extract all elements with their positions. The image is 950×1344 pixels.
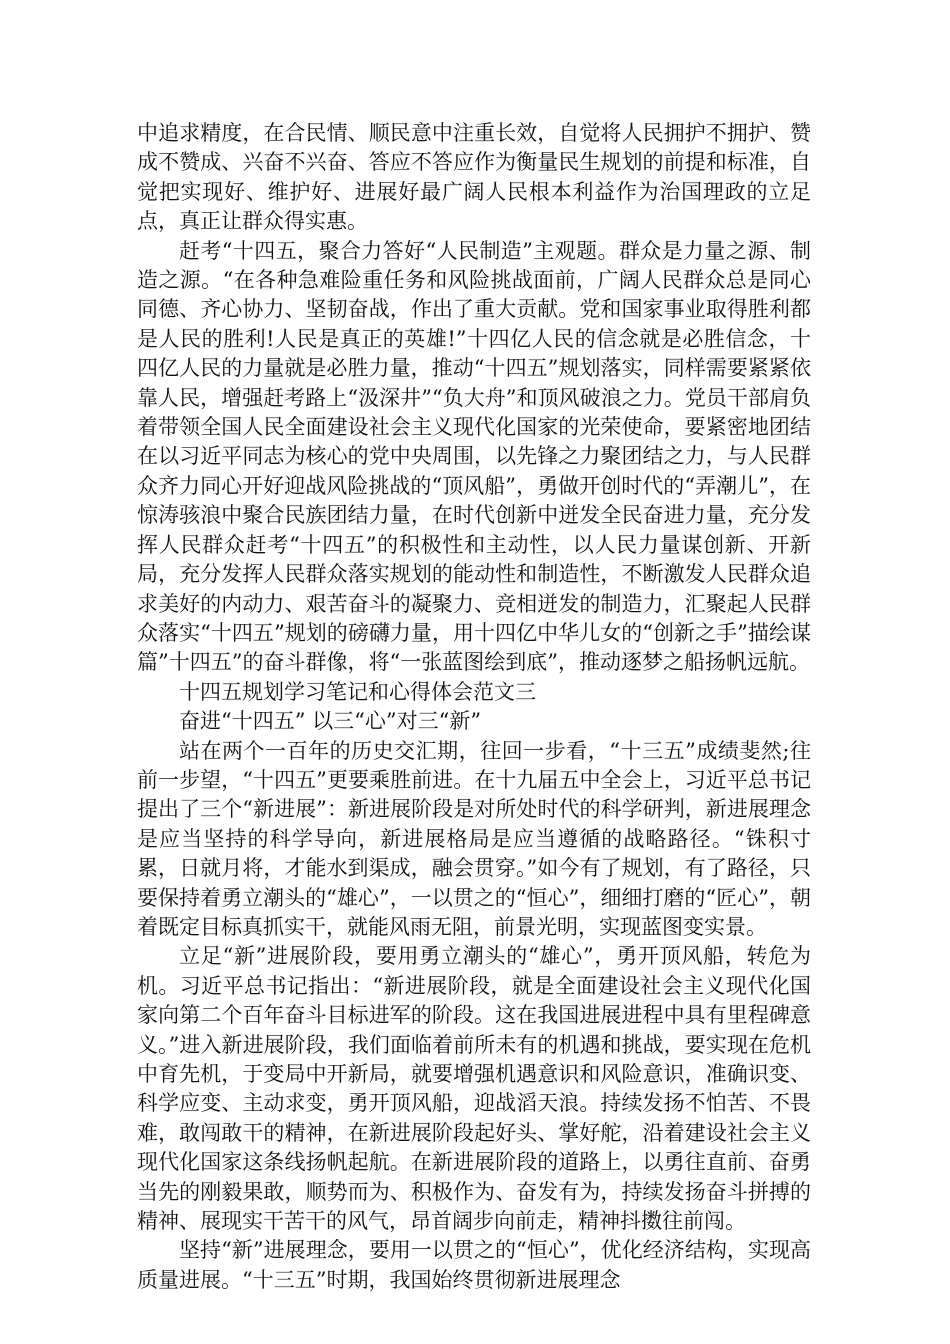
section-title: 十四五规划学习笔记和心得体会范文三: [179, 679, 536, 704]
paragraph-people-creation: 赶考“十四五，聚合力答好“人民制造”主观题。群众是力量之源、制造之源。“在各种急难险重任务和风险挑战面前，广阔人民群众总是同心同德、齐心协力、坚韧奋战，作出了重大贡献。党和国家事业取得胜利都是人民的胜利!人民是真正的英雄!”十四亿人民的信念就是必胜信念，十四亿人民的力量就是必胜力量，推动“十四五”规划落实，同样需要紧紧依靠人民，增强赶考路上“汲深井”“负大舟”和顶风破浪之力。党员干部肩负着带领全国人民全面建设社会主义现代化国家的光荣使命，要紧密地团结在以习近平同志为核心的党中央周围，以先锋之力聚团结之力，与人民群众齐力同心开好迎战风险挑战的“顶风船”，勇做开创时代的“弄潮儿”，在惊涛骇浪中聚合民族团结力量，在时代创新中迸发全民奋进力量，充分发挥人民群众赶考“十四五”的积极性和主动性，以人民力量谋创新、开新局，充分发挥人民群众落实规划的能动性和制造性，不断激发人民群众追求美好的内动力、艰苦奋斗的凝聚力、竞相迸发的制造力，汇聚起人民群众落实“十四五”规划的磅礴力量，用十四亿中华儿女的“创新之手”描绘谋篇”十四五”的奋斗群像，将“一张蓝图绘到底”，推动逐梦之船扬帆远航。: [137, 238, 811, 675]
document-page: [137, 119, 811, 1295]
paragraph-intro: 站在两个一百年的历史交汇期，往回一步看，“十三五”成绩斐然;往前一步望，“十四五”更要乘胜前进。在十九届五中全会上，习近平总书记提出了三个“新进展”：新进展阶段是对所处时代的科学研判，新进展理念是应当坚持的科学导向，新进展格局是应当遵循的战略路径。“铢积寸累，日就月将，才能水到渠成，融会贯穿。”如今有了规划，有了路径，只要保持着勇立潮头的“雄心”，一以贯之的“恒心”，细细打磨的“匠心”，朝着既定目标真抓实干，就能风雨无阻，前景光明，实现蓝图变实景。: [137, 738, 811, 939]
paragraph-new-stage: 立足“新”进展阶段，要用勇立潮头的“雄心”，勇开顶风船，转危为机。习近平总书记指出：“新进展阶段，就是全面建设社会主义现代化国家向第二个百年奋斗目标进军的阶段。这在我国进展进程中具有里程碑意义。”进入新进展阶段，我们面临着前所未有的机遇和挑战，要实现在危机中育先机，于变局中开新局，就要增强机遇意识和风险意识，准确识变、科学应变、主动求变，勇开顶风船，迎战滔天浪。持续发扬不怕苦、不畏难，敢闯敢干的精神，在新进展阶段起好头、掌好舵，沿着建设社会主义现代化国家这条线扬帆起航。在新进展阶段的道路上，以勇往直前、奋勇当先的刚毅果敢，顺势而为、积极作为、奋发有为，持续发扬奋斗拼搏的精神、展现实干苦干的风气，昂首阔步向前走，精神抖擞往前闯。: [137, 944, 811, 1234]
paragraph-new-concept: 坚持“新”进展理念，要用一以贯之的“恒心”，优化经济结构，实现高质量进展。“十三五”时期，我国始终贯彻新进展理念: [137, 1238, 811, 1292]
paragraph-continuation: 中追求精度，在合民情、顺民意中注重长效，自觉将人民拥护不拥护、赞成不赞成、兴奋不兴奋、答应不答应作为衡量民生规划的前提和标准，自觉把实现好、维护好、进展好最广阔人民根本利益作为治国理政的立足点，真正让群众得实惠。: [137, 121, 811, 234]
section-subtitle: 奋进“十四五” 以三“心”对三“新”: [179, 709, 482, 734]
